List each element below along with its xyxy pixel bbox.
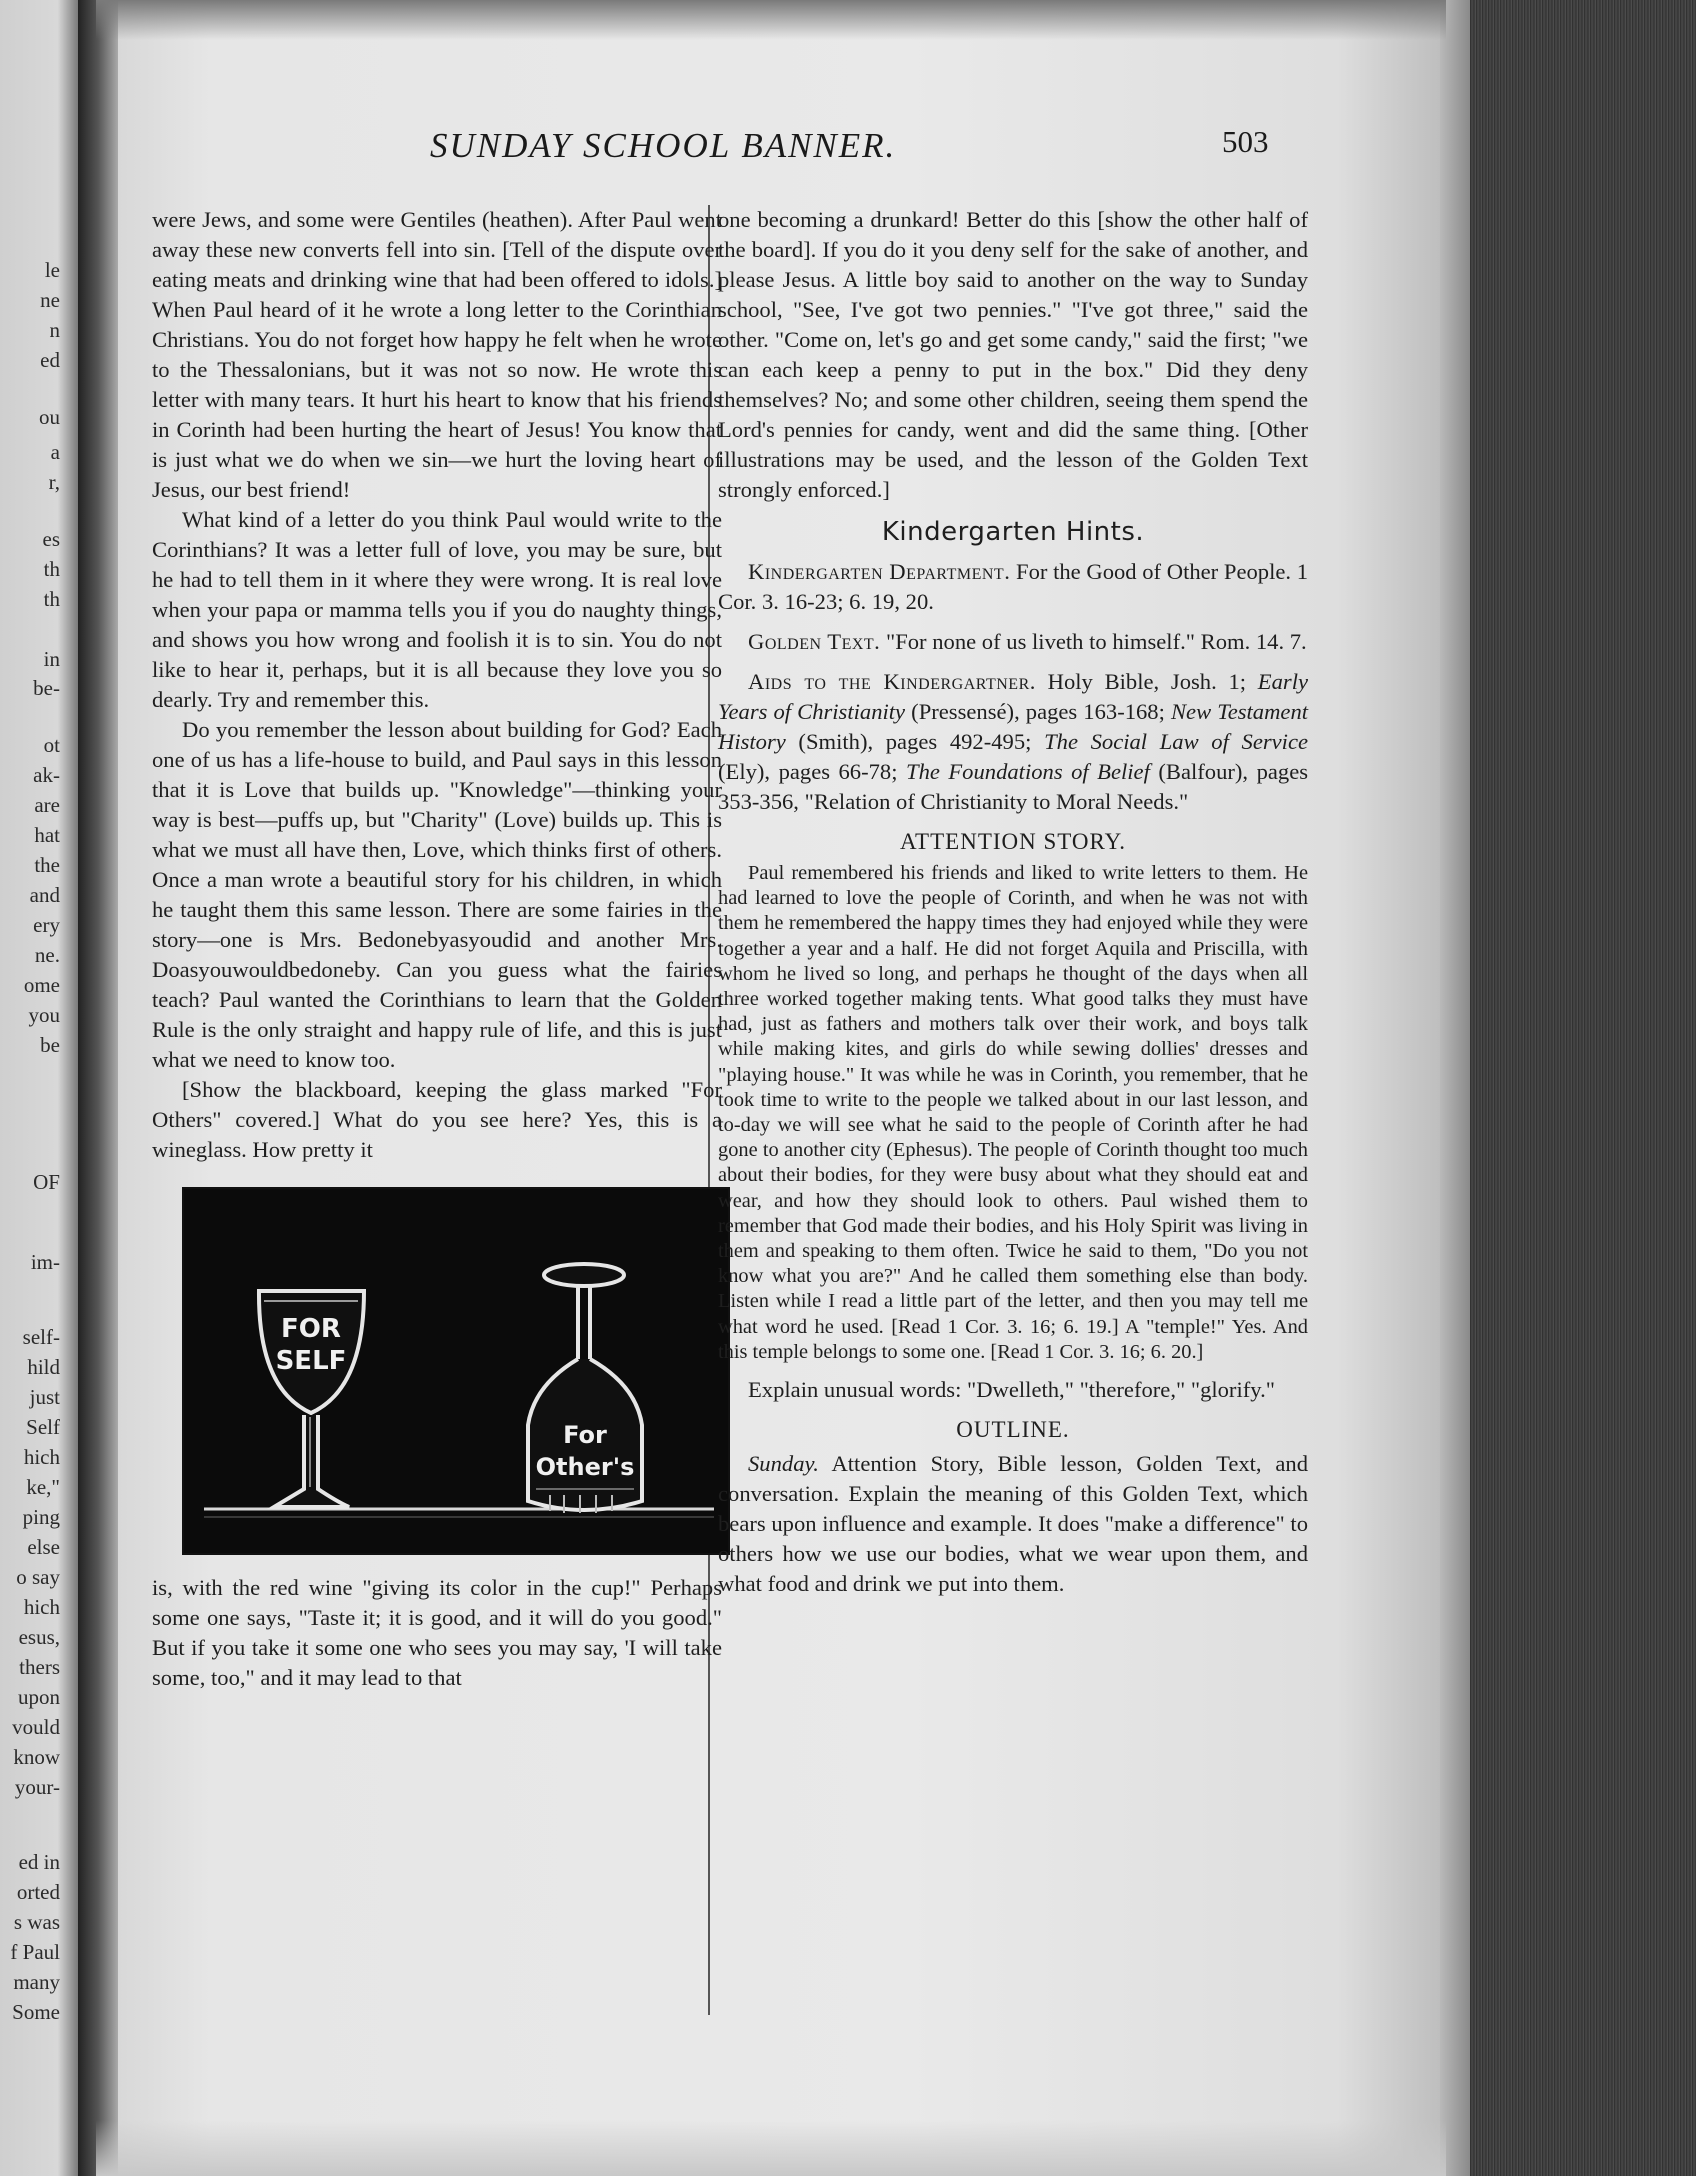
facing-page-fragment: your-: [14, 1775, 60, 1799]
facing-page-fragment: ery: [33, 913, 60, 937]
facing-page-fragment: hat: [34, 823, 60, 847]
glass-label-for-others-1: For: [563, 1421, 607, 1449]
left-column: [152, 205, 722, 1693]
right-column: [718, 205, 1308, 1599]
facing-page-fragment: in: [43, 647, 60, 671]
facing-page-fragment: hich: [23, 1595, 60, 1619]
facing-page-fragment: self-: [22, 1325, 60, 1349]
facing-page-fragment: esus,: [18, 1625, 60, 1649]
facing-page-fragment: are: [34, 793, 60, 817]
facing-page-fragment: be: [40, 1033, 60, 1057]
facing-page-fragment: le: [44, 258, 60, 282]
paragraph: [Show the blackboard, keeping the glass marked "For Others" covered.] What do you see here? Yes, this is a wineglass. How pretty it: [152, 1077, 722, 1162]
facing-page-fragment: ne.: [34, 943, 60, 967]
book-gutter: [78, 0, 118, 2176]
facing-page-fragment: many: [13, 1970, 60, 1994]
facing-page-fragment: vould: [12, 1715, 60, 1739]
paragraph: one becoming a drunkard! Better do this [show the other half of the board]. If you do it you deny self for the sake of another, and please Jesus. A little boy said to another on the way to Sunday school, "See, I've got two pennies." "I've got three," said the other. "Come on, let's go and get some candy," said the first; "we can each keep a penny to put in the box." Did they deny themselves? No; and some other children, seeing them spend the Lord's pennies for candy, went and did the same thing. [Other illustrations may be used, and the lesson of the Golden Text strongly enforced.]: [718, 207, 1308, 502]
department-text: For the Good of Other People. 1 Cor. 3. 16-23; 6. 19, 20.: [718, 559, 1308, 614]
facing-page-fragment: th: [43, 587, 60, 611]
aids-label: Aids to the Kindergartner.: [748, 669, 1036, 694]
facing-page-fragment: ke,": [26, 1475, 60, 1499]
scan-bottom-shadow: [96, 2120, 1446, 2176]
aids-text: (Ely), pages 66-78;: [718, 759, 906, 784]
book-page-stack-edge: [1440, 0, 1696, 2176]
kindergarten-department: [718, 557, 1308, 617]
facing-page-fragment: just: [29, 1385, 60, 1409]
glass-label-for-others-2: Other's: [535, 1453, 635, 1481]
paragraph: were Jews, and some were Gentiles (heathen). After Paul went away these new converts fell into sin. [Tell of the dispute over eating meats and drinking wine that had been offered to idols.] When Paul heard of it he wrote a long letter to the Corinthian Christians. You do not forget how happy he felt when he wrote to the Thessalonians, but it was not so now. He wrote this letter with many tears. It hurt his heart to know that his friends in Corinth had been hurting the heart of Jesus! You know that is just what we do when we sin—we hurt the loving heart of Jesus, our best friend!: [152, 207, 722, 502]
facing-page-fragment: n: [49, 318, 60, 342]
golden-text-body: "For none of us liveth to himself." Rom. 14. 7.: [880, 629, 1307, 654]
facing-page-fragment: Self: [26, 1415, 60, 1439]
unusual-words: Explain unusual words: "Dwelleth," "therefore," "glorify.": [748, 1377, 1275, 1403]
glass-label-self: SELF: [275, 1346, 347, 1376]
facing-page-fragment: r,: [48, 470, 60, 494]
facing-page-fragment: OF: [33, 1170, 60, 1194]
facing-page-fragment: thers: [19, 1655, 60, 1679]
facing-page-fragment: and: [29, 883, 60, 907]
facing-page-fragment: a: [50, 440, 60, 464]
kindergarten-hints-heading: Kindergarten Hints.: [881, 517, 1145, 547]
facing-page-fragment: ed in: [18, 1850, 60, 1874]
golden-text: [718, 627, 1308, 657]
department-label: Kindergarten Department.: [748, 559, 1011, 584]
facing-page-fragment: Some: [12, 2000, 60, 2024]
facing-page-fragment: be-: [33, 676, 60, 700]
aids-text: (Smith), pages 492-495;: [785, 729, 1045, 754]
scan-top-shadow: [96, 0, 1446, 40]
facing-page-fragment: ot: [43, 733, 60, 757]
page-number: 503: [1222, 124, 1269, 159]
facing-page-fragment: ome: [23, 973, 60, 997]
facing-page-fragment: hich: [23, 1445, 60, 1469]
book-title: New Testament History: [718, 699, 1309, 754]
facing-page-fragment: the: [34, 853, 60, 877]
aids-to-kindergartner: [718, 667, 1308, 817]
facing-page-fragment: f Paul: [10, 1940, 60, 1964]
facing-page-fragment: else: [27, 1535, 60, 1559]
paragraph: What kind of a letter do you think Paul would write to the Corinthians? It was a letter full of love, you may be sure, but he had to tell them in it where they were wrong. It is real love when your papa or mamma tells you if you do naughty things, and shows you how wrong and foolish it is to sin. You do not like to hear it, perhaps, but it is all because they love you so dearly. Try and remember this.: [152, 507, 722, 712]
facing-page-fragment: im-: [30, 1250, 60, 1274]
outline-heading: OUTLINE.: [956, 1417, 1070, 1443]
glass-label-for: FOR: [281, 1314, 341, 1344]
facing-page-fragment: ne: [40, 288, 60, 312]
facing-page-fragment: es: [42, 527, 60, 551]
paragraph: Do you remember the lesson about building for God? Each one of us has a life-house to build, and Paul says in this lesson that it is Love that builds up. "Knowledge"—thinking your way is best—puffs up, but "Charity" (Love) builds up. This is what we must all have then, Love, which thinks first of others. Once a man wrote a beautiful story for his children, in which he taught them this same lesson. There are some fairies in the story—one is Mrs. Bedonebyasyoudid and another Mrs. Doasyouwouldbedoneby. Can you guess what the fairies teach? Paul wanted the Corinthians to learn that the Golden Rule is the only straight and happy rule of life, and this is just what we need to know too.: [152, 717, 722, 1072]
book-title: The Social Law of Service: [1044, 729, 1308, 754]
paragraph: is, with the red wine "giving its color in the cup!" Perhaps some one says, "Taste it; it is good, and it will do you good." But if you take it some one who sees you may say, 'I will take some, too," and it may lead to that: [152, 1575, 722, 1690]
facing-page-fragment: ping: [22, 1505, 60, 1529]
running-title: SUNDAY SCHOOL BANNER.: [430, 126, 897, 165]
book-title: The Foundations of Belief: [906, 759, 1150, 784]
facing-page-fragment: ak-: [33, 763, 60, 787]
facing-page-fragment: orted: [16, 1880, 60, 1904]
attention-story-heading: ATTENTION STORY.: [900, 829, 1126, 854]
sunday-text: Attention Story, Bible lesson, Golden Text, and conversation. Explain the meaning of this Golden Text, which bears upon influence and example. It does "make a difference" to others how we use our bodies, what we wear upon them, and what food and drink we put into them.: [718, 1451, 1308, 1597]
facing-page-fragment: th: [43, 557, 60, 581]
golden-text-label: Golden Text.: [748, 629, 881, 654]
facing-page-fragment: ou: [39, 405, 60, 429]
facing-page-fragment: hild: [27, 1355, 60, 1379]
facing-page-fragment: you: [28, 1003, 60, 1027]
facing-page-fragment: know: [13, 1745, 60, 1769]
blackboard-wineglass-illustration: [182, 1187, 730, 1555]
aids-text: Holy Bible, Josh. 1;: [1035, 669, 1258, 694]
attention-story-text: Paul remembered his friends and liked to write letters to them. He had learned to love the people of Corinth, and when he was not with them he remembered the happy times they had enjoyed while they were together a year and a half. He did not forget Aquila and Priscilla, with whom he lived so long, and perhaps he thought of the days when all three worked together making tents. What good talks they must have had, just as fathers and mothers talk over their work, and boys talk while making kites, and girls do while sewing dollies' dresses and "playing house." It was while he was in Corinth, you remember, that he took time to write to the people we talked about in our last lesson, and to-day we will see what he said to the people of Corinth after he had gone to another city (Ephesus). The people of Corinth thought too much about their bodies, for they were busy about what they should eat and wear, and how they should look to others. Paul wished them to remember that God made their bodies, and his Holy Spirit was living in them and speaking to them often. Twice he said to them, "Do you not know what you are?" And he called them something else than body. Listen while I read a little part of the letter, and then you may tell me what word he used. [Read 1 Cor. 3. 16; 6. 19.] A "temple!" Yes. And this temple belongs to some one. [Read 1 Cor. 3. 16; 6. 20.]: [718, 862, 1308, 1363]
facing-page-fragment: ed: [40, 348, 60, 372]
facing-page-fragment: upon: [18, 1685, 60, 1709]
book-title: Early Years of Christianity: [718, 669, 1308, 724]
facing-page-fragment: o say: [16, 1565, 60, 1589]
outline-sunday: [718, 1449, 1308, 1599]
facing-page-fragment: s was: [13, 1910, 60, 1934]
aids-text: (Pressensé), pages 163-168;: [905, 699, 1171, 724]
aids-text: (Balfour), pages 353-356, "Relation of Christianity to Moral Needs.": [718, 759, 1309, 814]
sunday-label: Sunday.: [748, 1451, 819, 1477]
